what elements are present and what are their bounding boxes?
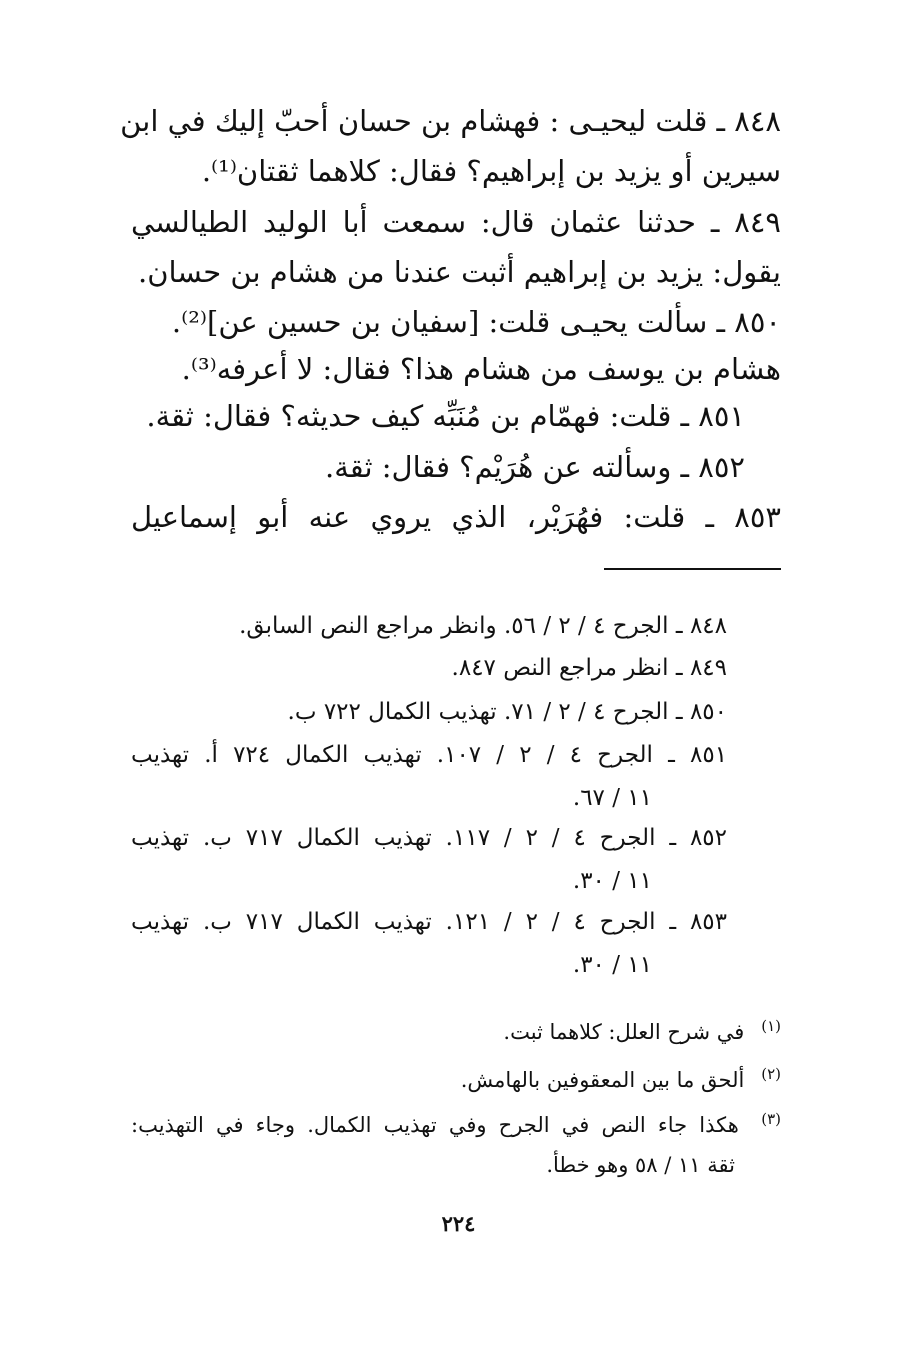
reference-849: ٨٤٩ ـ انظر مراجع النص ٨٤٧. (451, 655, 727, 681)
footnote-text: ألحق ما بين المعقوفين بالهامش. (460, 1068, 745, 1092)
footnote-3-cont: ثقة ١١ / ٥٨ وهو خطأ. (546, 1153, 735, 1177)
reference-850: ٨٥٠ ـ الجرح ٤ / ٢ / ٧١. تهذيب الكمال ٧٢٢ ب. (287, 699, 727, 725)
footnote-1 (503, 1017, 781, 1044)
footnote-marker: (٣) (761, 1110, 781, 1128)
main-line-849: ٨٤٩ ـ حدثنا عثمان قال: سمعت أبا الوليد الطيالسي (131, 205, 781, 239)
footnote-marker: (٢) (761, 1065, 781, 1083)
main-line-852: ٨٥٢ ـ وسألته عن هُرَيْم؟ فقال: ثقة. (325, 450, 745, 484)
main-line-850-cont: هشام بن يوسف من هشام هذا؟ فقال: لا أعرفه⁽³⁾. (181, 352, 781, 386)
reference-848: ٨٤٨ ـ الجرح ٤ / ٢ / ٥٦. وانظر مراجع النص السابق. (239, 613, 727, 639)
main-line-850: ٨٥٠ ـ سألت يحيـى قلت: [سفيان بن حسين عن]⁽²⁾. (171, 305, 781, 339)
footnote-3 (131, 1110, 781, 1137)
footnote-separator (604, 568, 781, 570)
main-line-848: ٨٤٨ ـ قلت ليحيـى : فهشام بن حسان أحبّ إليك في ابن (120, 104, 781, 138)
footnote-text: في شرح العلل: كلاهما ثبت. (503, 1020, 745, 1044)
main-line-853: ٨٥٣ ـ قلت: فهُرَيْر، الذي يروي عنه أبو إسماعيل (131, 500, 781, 534)
main-line-849-cont: يقول: يزيد بن إبراهيم أثبت عندنا من هشام بن حسان. (138, 255, 781, 289)
reference-851-cont: ١١ / ٦٧. (572, 785, 652, 811)
reference-853: ٨٥٣ ـ الجرح ٤ / ٢ / ١٢١. تهذيب الكمال ٧١٧ ب. تهذيب (131, 909, 728, 935)
footnote-marker: (١) (761, 1017, 781, 1035)
footnote-2 (461, 1065, 781, 1092)
reference-853-cont: ١١ / ٣٠. (572, 952, 652, 978)
reference-851: ٨٥١ ـ الجرح ٤ / ٢ / ١٠٧. تهذيب الكمال ٧٢٤ أ. تهذيب (131, 742, 728, 768)
main-line-851: ٨٥١ ـ قلت: فهمّام بن مُنَبِّه كيف حديثه؟ فقال: ثقة. (146, 399, 745, 433)
reference-852: ٨٥٢ ـ الجرح ٤ / ٢ / ١١٧. تهذيب الكمال ٧١٧ ب. تهذيب (131, 825, 728, 851)
footnote-text: هكذا جاء النص في الجرح وفي تهذيب الكمال. وجاء في التهذيب: (131, 1113, 739, 1137)
page-number: ٢٢٤ (441, 1211, 476, 1236)
reference-852-cont: ١١ / ٣٠. (572, 868, 652, 894)
main-line-848-cont: سيرين أو يزيد بن إبراهيم؟ فقال: كلاهما ثقتان⁽¹⁾. (201, 154, 781, 188)
